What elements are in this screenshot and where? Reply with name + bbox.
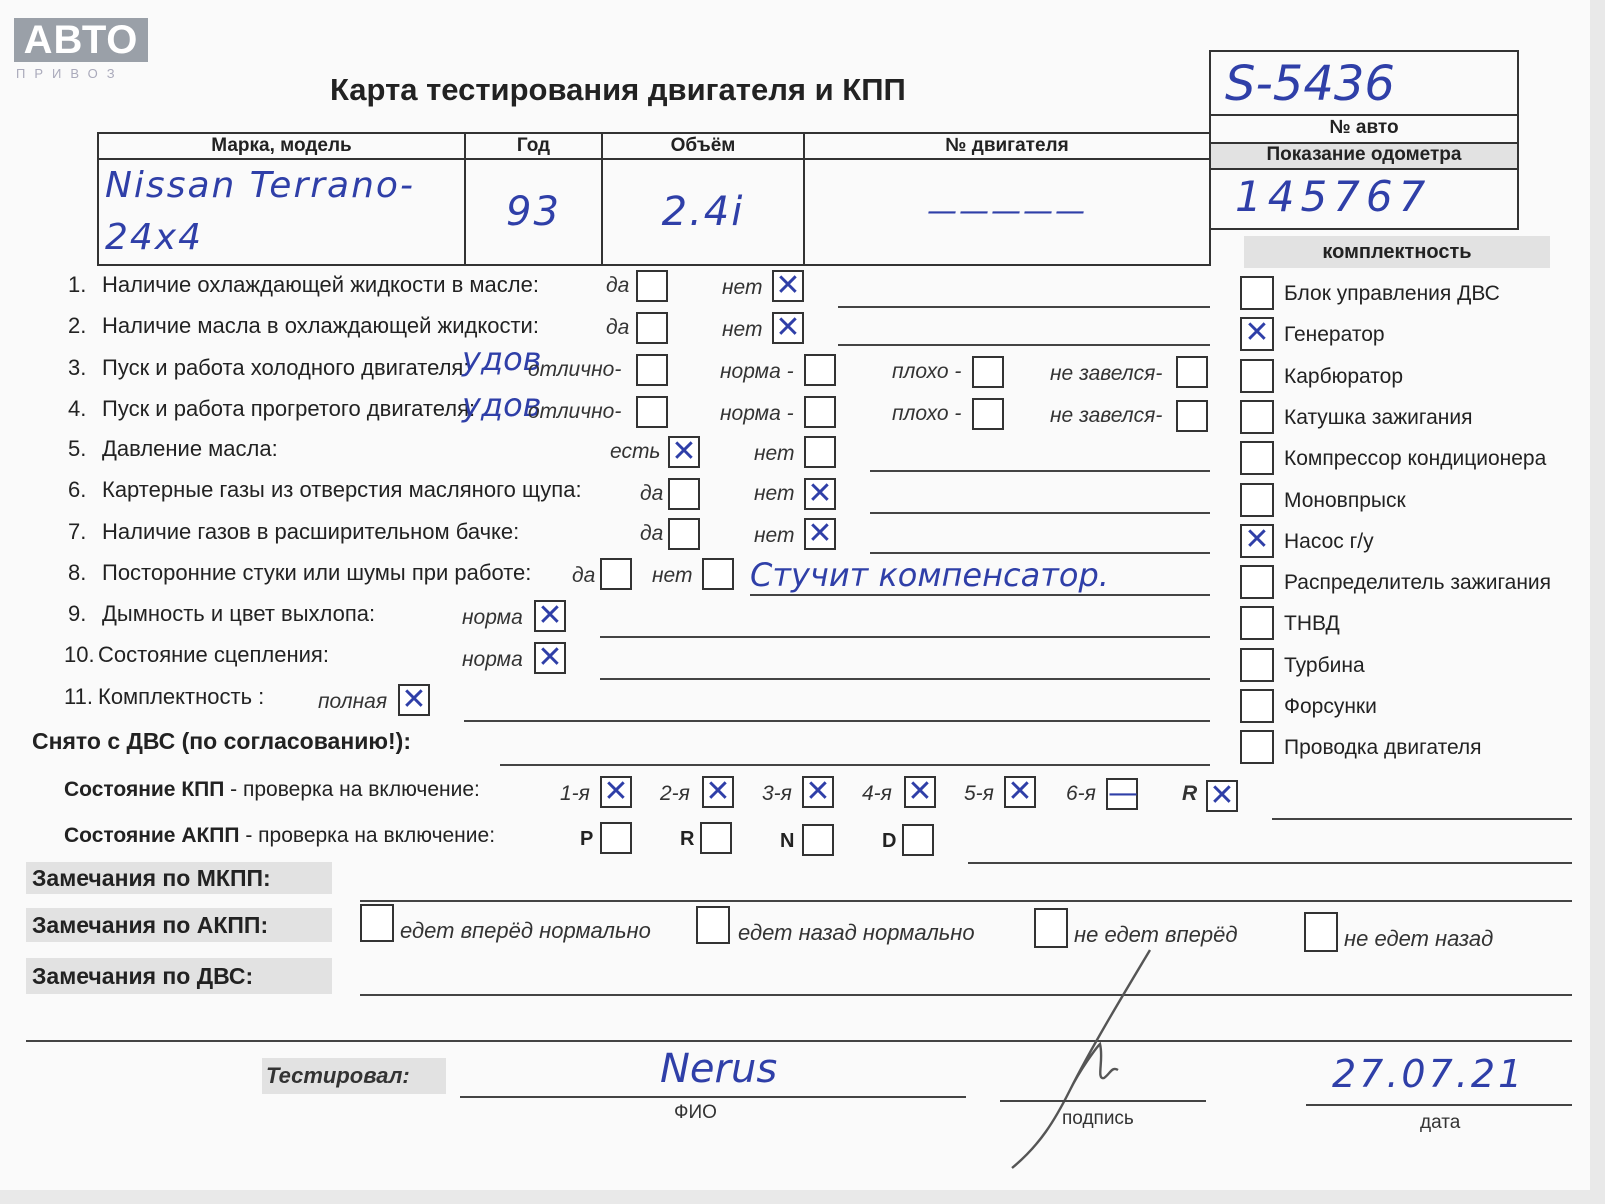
q9-normal-checkbox[interactable]: ✕ [534,600,566,632]
completeness-checkbox[interactable] [1240,483,1274,517]
fio-line[interactable] [460,1096,966,1098]
q10-note-line[interactable] [600,678,1210,680]
completeness-item-label: Турбина [1284,653,1365,677]
completeness-item-label: Блок управления ДВС [1284,282,1500,305]
q8-yes-checkbox[interactable] [600,558,632,590]
completeness-item-label: Распределитель зажигания [1284,571,1552,595]
q5-yes-label: есть [610,440,661,463]
q5-note-line[interactable] [870,470,1210,472]
completeness-checkbox[interactable] [1240,730,1274,764]
remarks-akpp-label: Замечания по АКПП: [26,908,332,942]
akpp-n-checkbox[interactable] [802,824,834,856]
akpp-no-backward-label: не едет назад [1344,926,1494,951]
signature [1000,940,1160,1180]
completeness-item-label: Форсунки [1284,695,1377,718]
q3-note[interactable]: удов [462,340,542,378]
q7-note-line[interactable] [870,552,1210,554]
question-4: 4. Пуск и работа прогретого двигателя: [68,396,476,421]
question-10: 10. Состояние сцепления: [64,642,329,667]
kpp-gear-1-checkbox[interactable]: ✕ [600,776,632,808]
remarks-mkpp-line[interactable] [360,900,1572,902]
date-value[interactable]: 27.07.21 [1332,1052,1526,1096]
q7-yes-label: да [640,522,664,545]
q5-no-checkbox[interactable] [804,436,836,468]
q6-yes-label: да [640,482,664,505]
q4-bad-label: плохо - [892,402,962,425]
akpp-r-label: R [680,828,695,850]
completeness-checkbox[interactable] [1240,400,1274,434]
q4-bad-checkbox[interactable] [972,398,1004,430]
kpp-label: Состояние КПП - проверка на включение: [64,778,480,801]
completeness-checkbox[interactable] [1240,359,1274,393]
q1-yes-label: да [606,274,630,297]
q4-normal-label: норма - [720,402,794,425]
q6-yes-checkbox[interactable] [668,478,700,510]
q3-nostart-label: не завелся- [1050,362,1163,385]
question-11: 11. Комплектность : [64,684,265,709]
completeness-checkbox[interactable]: ✕ [1240,317,1274,351]
completeness-title: комплектность [1244,236,1550,268]
kpp-gear-5-label: 5-я [964,782,994,805]
q3-bad-label: плохо - [892,360,962,383]
completeness-item-label: Генератор [1284,323,1385,347]
completeness-checkbox[interactable] [1240,648,1274,682]
question-3: 3. Пуск и работа холодного двигателя: [68,355,470,380]
odometer-label: Показание одометра [1211,144,1517,168]
year-value[interactable]: 93 [465,159,602,265]
remarks-mkpp-label: Замечания по МКПП: [26,862,332,894]
completeness-item-label: Насос г/у [1284,529,1374,553]
logo-subtitle: ПРИВОЗ [16,66,124,81]
completeness-checkbox[interactable]: ✕ [1240,524,1274,558]
year-label: Год [465,133,602,159]
q7-no-checkbox[interactable]: ✕ [804,518,836,550]
volume-value[interactable]: 2.4i [602,159,804,265]
kpp-gear-1-label: 1-я [560,782,590,805]
volume-label: Объём [602,133,804,159]
tester-name-value[interactable]: Nerus [660,1046,778,1092]
remarks-dvs-line[interactable] [360,994,1572,996]
akpp-d-label: D [882,830,897,852]
q2-yes-label: да [606,316,630,339]
q4-excellent-checkbox[interactable] [636,396,668,428]
q2-no-label: нет [722,318,763,341]
kpp-reverse-checkbox[interactable]: ✕ [1206,780,1238,812]
remarks-dvs-line-2[interactable] [26,1040,1572,1042]
kpp-gear-5-checkbox[interactable]: ✕ [1004,776,1036,808]
akpp-backward-ok-checkbox[interactable] [696,906,730,944]
kpp-gear-2-label: 2-я [660,782,690,805]
engine-no-label: № двигателя [804,133,1210,159]
signature-label: подпись [1062,1108,1134,1129]
date-line[interactable] [1306,1104,1572,1106]
q4-nostart-checkbox[interactable] [1176,400,1208,432]
header-table [97,132,1211,266]
q1-note-line[interactable] [838,306,1210,308]
q6-no-label: нет [754,482,795,505]
q9-normal-label: норма [462,606,523,629]
q5-yes-checkbox[interactable]: ✕ [668,436,700,468]
kpp-gear-3-label: 3-я [762,782,792,805]
question-7: 7. Наличие газов в расширительном бачке: [68,519,520,544]
q7-no-label: нет [754,524,795,547]
date-label: дата [1420,1112,1461,1133]
akpp-no-backward-checkbox[interactable] [1304,912,1338,952]
q1-yes-checkbox[interactable] [636,270,668,302]
page-title: Карта тестирования двигателя и КПП [330,72,906,107]
q3-bad-checkbox[interactable] [972,356,1004,388]
q6-no-checkbox[interactable]: ✕ [804,478,836,510]
q3-normal-label: норма - [720,360,794,383]
kpp-gear-2-checkbox[interactable]: ✕ [702,776,734,808]
logo: АВТО [14,18,148,62]
odometer-value[interactable]: 145767 [1235,172,1432,221]
question-6: 6. Картерные газы из отверстия масляного щупа: [68,477,582,502]
question-1: 1. Наличие охлаждающей жидкости в масле: [68,272,539,297]
q2-note-line[interactable] [838,344,1210,346]
akpp-note-line[interactable] [968,862,1572,864]
q4-normal-checkbox[interactable] [804,396,836,428]
removed-line[interactable] [500,764,1210,766]
auto-no-value[interactable]: S-5436 [1225,56,1395,112]
make-label: Марка, модель [98,133,465,159]
q11-note-line[interactable] [464,720,1210,722]
q4-nostart-label: не завелся- [1050,404,1163,427]
q11-full-checkbox[interactable]: ✕ [398,684,430,716]
completeness-item-label: Катушка зажигания [1284,405,1473,429]
q3-nostart-checkbox[interactable] [1176,356,1208,388]
completeness-item-label: Проводка двигателя [1284,736,1482,760]
completeness-checkbox[interactable] [1240,565,1274,599]
kpp-note-line[interactable] [1272,818,1572,820]
q10-normal-checkbox[interactable]: ✕ [534,642,566,674]
q3-excellent-label: отлично- [528,358,622,381]
removed-label: Снято с ДВС (по согласованию!): [32,728,411,754]
q8-yes-label: да [572,564,596,587]
q2-yes-checkbox[interactable] [636,312,668,344]
tested-by-label: Тестировал: [262,1058,446,1094]
q7-yes-checkbox[interactable] [668,518,700,550]
completeness-checkbox[interactable] [1240,606,1274,640]
akpp-p-checkbox[interactable] [600,822,632,854]
auto-info-box [1209,50,1519,230]
q2-no-checkbox[interactable]: ✕ [772,312,804,344]
q1-no-label: нет [722,276,763,299]
q1-no-checkbox[interactable]: ✕ [772,270,804,302]
akpp-no-forward-label: не едет вперёд [1074,922,1238,947]
akpp-d-checkbox[interactable] [902,824,934,856]
completeness-item-label: Моновпрыск [1284,488,1406,512]
q8-no-checkbox[interactable] [702,558,734,590]
akpp-r-checkbox[interactable] [700,822,732,854]
q9-note-line[interactable] [600,636,1210,638]
akpp-p-label: P [580,828,594,850]
kpp-gear-4-label: 4-я [862,782,892,805]
completeness-checkbox[interactable] [1240,689,1274,723]
completeness-item-label: ТНВД [1284,612,1340,636]
completeness-checkbox[interactable] [1240,441,1274,475]
completeness-item-label: Компрессор кондиционера [1284,447,1547,471]
question-8: 8. Посторонние стуки или шумы при работе: [68,560,532,585]
kpp-gear-6-label: 6-я [1066,782,1096,805]
kpp-gear-4-checkbox[interactable]: ✕ [904,776,936,808]
auto-no-label: № авто [1329,117,1399,138]
completeness-checkbox[interactable] [1240,276,1274,310]
question-5: 5. Давление масла: [68,436,278,461]
question-2: 2. Наличие масла в охлаждающей жидкости: [68,313,539,338]
akpp-n-label: N [780,830,795,852]
q5-no-label: нет [754,442,795,465]
akpp-label: Состояние АКПП - проверка на включение: [64,824,496,847]
fio-label: ФИО [674,1102,717,1123]
q11-full-label: полная [318,690,388,713]
q3-normal-checkbox[interactable] [804,354,836,386]
remarks-dvs-label: Замечания по ДВС: [26,958,332,994]
q8-no-label: нет [652,564,693,587]
akpp-backward-ok-label: едет назад нормально [738,920,975,945]
q10-normal-label: норма [462,648,523,671]
engine-no-value[interactable]: ————— [804,159,1210,265]
kpp-reverse-label: R [1182,782,1198,805]
kpp-gear-3-checkbox[interactable]: ✕ [802,776,834,808]
q3-excellent-checkbox[interactable] [636,354,668,386]
make-value[interactable]: Nissan Terrano-24x4 [98,159,465,265]
question-9: 9. Дымность и цвет выхлопа: [68,601,376,626]
kpp-gear-6-checkbox[interactable]: — [1108,776,1138,811]
completeness-item-label: Карбюратор [1284,364,1404,388]
akpp-forward-ok-checkbox[interactable] [360,904,394,942]
akpp-forward-ok-label: едет вперёд нормально [400,918,651,943]
signature-line[interactable] [1000,1100,1206,1102]
q8-note-line[interactable] [750,594,1210,596]
q8-note[interactable]: Стучит компенсатор. [750,556,1109,594]
q4-note[interactable]: удов [462,386,542,424]
q6-note-line[interactable] [870,512,1210,514]
q4-excellent-label: отлично- [528,400,622,423]
